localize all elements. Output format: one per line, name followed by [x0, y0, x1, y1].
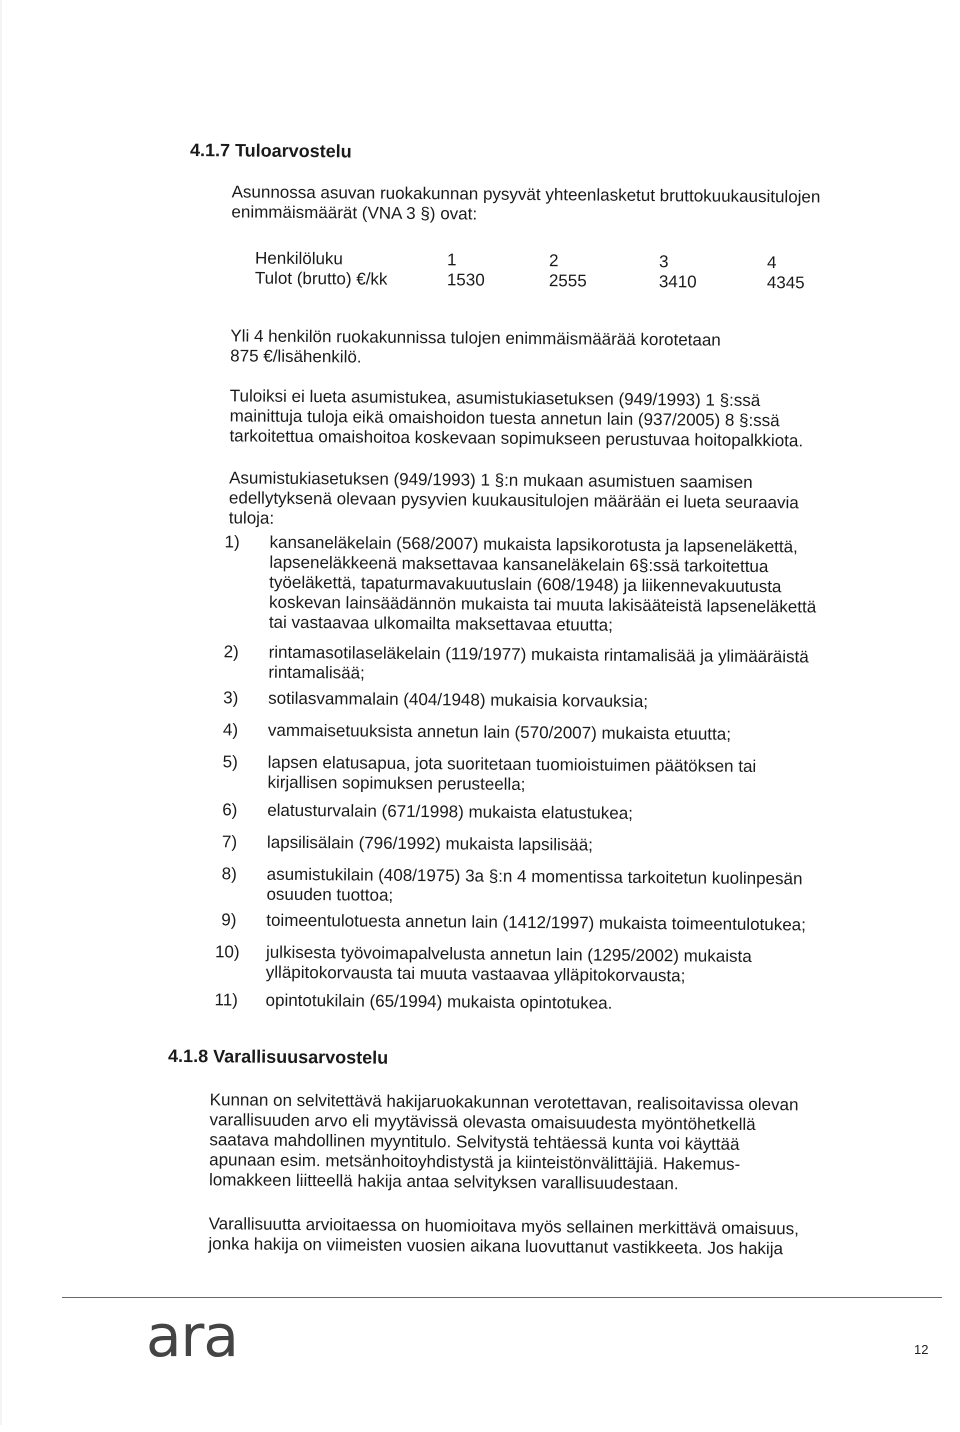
text-line: lomakkeen liitteellä hakija antaa selvityksen varallisuudestaan.: [208, 1170, 679, 1194]
text-line: lapsen elatusapua, jota suoritetaan tuomioistuimen päätöksen tai: [267, 752, 757, 776]
list-intro-paragraph: [229, 468, 799, 533]
text-line: elatusturvalain (671/1998) mukaista elatustukea;: [267, 800, 634, 823]
section-heading-417: 4.1.7 Tuloarvostelu: [189, 140, 352, 162]
text-line: tuloja:: [228, 508, 275, 528]
text-line: rintamasotilaseläkelain (119/1977) mukaista rintamalisää ja ylimääräistä: [268, 642, 809, 667]
text-line: kirjallisen sopimuksen perusteella;: [267, 772, 526, 794]
text-line: opintotukilain (65/1994) mukaista opintotukea.: [265, 990, 613, 1013]
item-number: 4): [222, 720, 239, 740]
item-text: [266, 865, 802, 910]
text-line: työeläkettä, tapaturmavakuutuslain (608/1948) ja liikennevakuutusta: [269, 572, 782, 597]
item-text: [269, 533, 817, 638]
item-text: [266, 911, 806, 936]
text-line: sotilasvammalain (404/1948) mukaisia korvauksia;: [268, 688, 649, 712]
row-label-income: Tulot (brutto) €/kk: [254, 268, 388, 289]
person-count: 3: [658, 252, 669, 272]
person-count: 1: [446, 250, 457, 270]
item-number: 1): [224, 532, 240, 552]
text-line: varallisuuden arvo eli myytävissä olevasta omaisuudesta myöntöhetkellä: [209, 1110, 756, 1134]
item-number: 5): [222, 752, 238, 772]
text-line: enimmäismäärät (VNA 3 §) ovat:: [231, 202, 478, 224]
text-line: toimeentulotuesta annetun lain (1412/1997) mukaista toimeentulotukea;: [266, 910, 806, 935]
person-count: 4: [766, 253, 777, 273]
extra-person-paragraph: [230, 326, 721, 370]
row-label-persons: Henkilöluku: [254, 248, 344, 269]
item-text: [267, 833, 593, 856]
person-count: 2: [548, 251, 559, 271]
text-line: Asumistukiasetuksen (949/1993) 1 §:n mukaan asumistuen saamisen: [229, 468, 753, 492]
item-number: 9): [221, 910, 237, 930]
item-number: 8): [221, 864, 237, 884]
text-line: edellytyksenä olevaan pysyvien kuukausitulojen määrään ei lueta seuraavia: [228, 488, 799, 513]
item-text: [267, 801, 633, 824]
ara-logo: ara: [146, 1302, 238, 1370]
item-number: 3): [223, 688, 239, 708]
income-value: 3410: [658, 272, 697, 292]
item-number: 7): [221, 832, 238, 852]
text-line: 875 €/lisähenkilö.: [230, 346, 362, 367]
text-line: jonka hakija on viimeisten vuosien aikana luovuttanut vastikkeeta. Jos hakija: [208, 1234, 784, 1259]
text-line: ylläpitokorvausta tai muuta vastaavaa ylläpitokorvausta;: [265, 962, 686, 986]
text-line: Varallisuutta arvioitaessa on huomioitava myös sellainen merkittävä omaisuus,: [208, 1214, 799, 1239]
text-line: Tuloiksi ei lueta asumistukea, asumistukiasetuksen (949/1993) 1 §:ssä: [229, 386, 761, 410]
text-line: koskevan lainsäädännön mukaista tai muuta lakisääteistä lapseneläkettä: [268, 592, 817, 617]
footer-divider: [62, 1297, 942, 1298]
item-number: 2): [223, 642, 239, 662]
text-line: asumistukilain (408/1975) 3a §:n 4 momentissa tarkoitetun kuolinpesän: [266, 864, 803, 889]
text-line: julkisesta työvoimapalvelusta annetun lain (1295/2002) mukaista: [265, 942, 752, 966]
text-line: kansaneläkelain (568/2007) mukaista lapsikorotusta ja lapseneläkettä,: [269, 532, 798, 557]
page-number: 12: [914, 1342, 929, 1357]
income-value: 2555: [548, 271, 587, 291]
assets-paragraph-1: [209, 1090, 799, 1195]
text-line: tai vastaavaa ulkomailta maksettavaa etuutta;: [268, 612, 613, 635]
text-line: rintamalisää;: [268, 662, 365, 683]
text-line: Kunnan on selvitettävä hakijaruokakunnan verotettavan, realisoitavissa olevan: [209, 1090, 799, 1115]
income-value: 4345: [766, 273, 805, 293]
text-line: Asunnossa asuvan ruokakunnan pysyvät yhteenlasketut bruttokuukausitulojen: [231, 182, 821, 207]
item-text: [268, 721, 731, 745]
text-line: vammaisetuuksista annetun lain (570/2007) mukaista etuutta;: [267, 720, 732, 744]
text-line: lapsilisälain (796/1992) mukaista lapsilisää;: [266, 832, 594, 855]
item-text: [268, 689, 648, 712]
item-text: [268, 643, 809, 688]
section-heading-418: 4.1.8 Varallisuusarvostelu: [168, 1045, 389, 1068]
intro-paragraph: [231, 182, 820, 227]
item-number: 10): [214, 942, 240, 962]
text-line: mainittuja tuloja eikä omaishoidon tuesta annetun lain (937/2005) 8 §:ssä: [229, 406, 780, 431]
item-text: [265, 991, 612, 1014]
text-line: lapseneläkkeenä maksettavaa kansaneläkelain 6§:ssä tarkoitettua: [269, 552, 769, 577]
excluded-income-paragraph: [229, 386, 803, 451]
income-value: 1530: [446, 270, 485, 290]
text-line: Yli 4 henkilön ruokakunnissa tulojen enimmäismäärää korotetaan: [230, 326, 721, 350]
item-text: [266, 943, 752, 987]
text-line: tarkoitettua omaishoitoa koskevaan sopimukseen perustuvaa hoitopalkkiota.: [229, 426, 804, 451]
item-number: 6): [222, 800, 238, 820]
item-text: [267, 753, 756, 797]
assets-paragraph-2: [208, 1214, 799, 1259]
text-line: osuuden tuottoa;: [266, 884, 394, 905]
text-line: apunaan esim. metsänhoitoyhdistystä ja kiinteistönvälittäjiä. Hakemus-: [209, 1150, 741, 1174]
text-line: saatava mahdollinen myyntitulo. Selvitystä tehtäessä kunta voi käyttää: [209, 1130, 740, 1154]
item-number: 11): [214, 990, 238, 1010]
